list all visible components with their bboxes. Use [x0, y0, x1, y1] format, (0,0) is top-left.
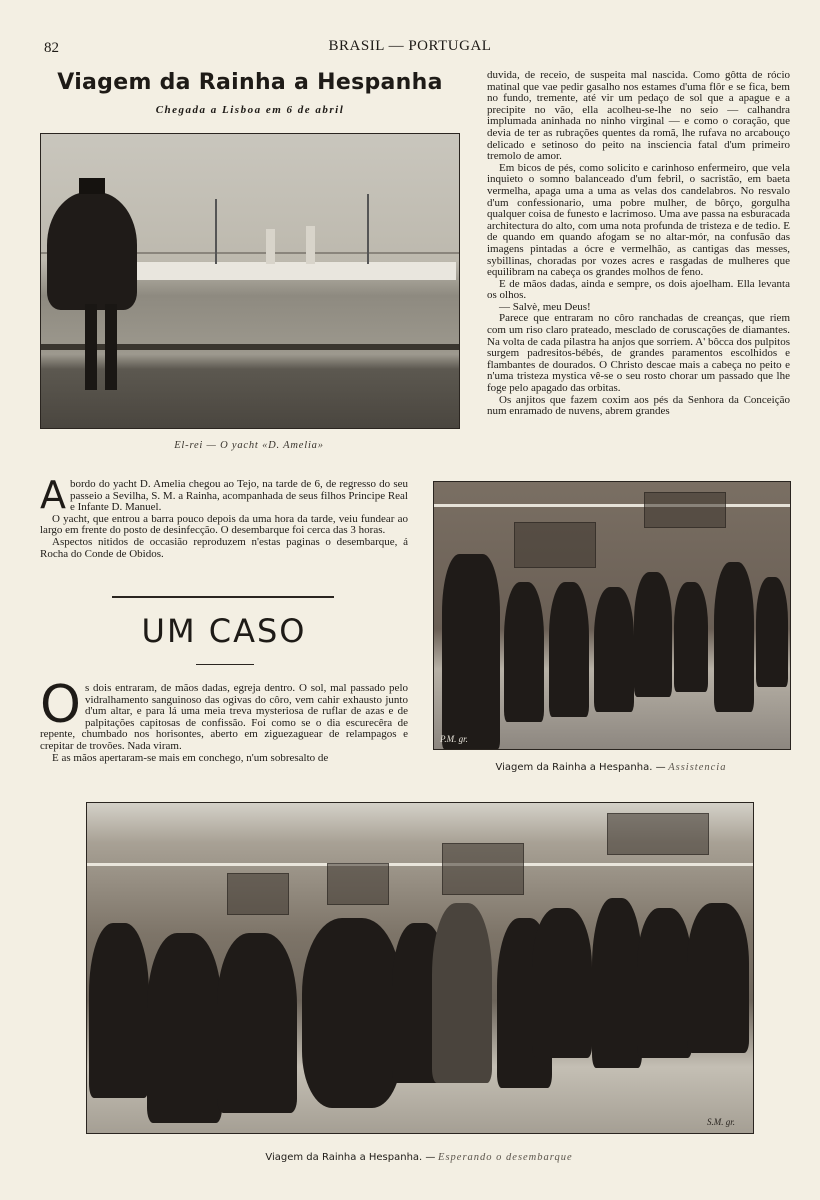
article-subtitle: Chegada a Lisboa em 6 de abril: [155, 104, 345, 116]
engraver-mark: S.M. gr.: [707, 1117, 736, 1127]
story-paragraph: s dois entraram, de mãos dadas, egreja dentro. O sol, mal passado pelo vidralhamento sanguinoso das ogivas do côro, vem cahir exhausto junto d'um altar, e para lá uma meia treva mysteriosa de ruflar de azas e de palpitações capitosas de confissão. Foi como se o dia escurecêra de repente, chumbado nos horisontes, aberto em ziguezaguear de relampagos e crepitar de trovões. Nada viram.: [40, 682, 408, 752]
article-title: Viagem da Rainha a Hespanha: [57, 70, 443, 95]
article-paragraph: Aspectos nitidos de occasião reproduzem n'estas paginas o desembarque, á Rocha do Conde de Obidos.: [40, 535, 408, 560]
story-paragraph: duvida, de receio, de suspeita mal nascida. Como gôtta de rócio matinal que vae pedir gasalho nos estames d'uma flôr e se fica, bem no fundo, tremente, até vir um pedaço de sol que a apague e a precipite no vão, ella acolheu-se-lhe no seio — calhandra implumada aninhada no ninho virginal — e como o coração, que devia de ter as rubrações quentes da romã, lhe rufava no arcabouço delicado e setinoso do peito na insciencia fatal d'um primeiro tremolo de amor.: [487, 69, 790, 163]
section-rule: [112, 596, 334, 598]
story-dropcap: O: [40, 675, 81, 735]
story-continuation-column: [487, 70, 790, 418]
page-number: 82: [44, 40, 59, 56]
photo3-caption-detail: Esperando o desembarque: [438, 1152, 573, 1163]
photo3-caption-lead: Viagem da Rainha a Hespanha. —: [265, 1152, 436, 1163]
story-paragraph: — Salvè, meu Deus!: [499, 300, 591, 313]
story-title: UM CASO: [141, 612, 307, 650]
story-paragraph: E as mãos apertaram-se mais em conchego, n'um sobresalto de: [52, 751, 329, 764]
photo-assistencia: [433, 481, 791, 750]
photo-esperando-desembarque: [86, 802, 754, 1134]
story-paragraph: Em bicos de pés, como solicito e carinhoso enfermeiro, que vela inquieto o somno balanceado d'um febril, o sacristão, em baeta vermelha, apaga uma a uma as velas dos candelabros. No resvalo d'um confessionario, uma pobre mulher, de bôrço, gorgulha qualquer coisa de funesto e lacrimoso. Uma ave passa na esburacada architectura do alto, com uma nota profunda de tristeza e de tedio. E de quando em quando afogam se no altar-mór, na confusão das imagens pintadas a ócre e vermelhão, as cantigas das messes, sybillinas, choradas por vozes acres e rasgadas de mulheres que equilibram na cabeça os grandes molhos de feno.: [487, 161, 790, 279]
running-header: BRASIL — PORTUGAL: [328, 38, 492, 54]
section-rule: [196, 664, 254, 665]
story-body: [40, 675, 408, 764]
article-dropcap: A: [40, 473, 66, 517]
photo1-caption: El-rei — O yacht «D. Amelia»: [174, 440, 324, 451]
photo2-caption-lead: Viagem da Rainha a Hespanha. —: [495, 762, 666, 773]
engraver-mark: P.M. gr.: [440, 734, 468, 744]
article-paragraph: O yacht, que entrou a barra pouco depois da uma hora da tarde, veiu fundear ao largo em frente do posto de desinfecção. O desembarque foi cerca das 3 horas.: [40, 512, 408, 537]
photo2-caption-detail: Assistencia: [668, 762, 727, 773]
photo-king-yacht: [40, 133, 460, 429]
article-paragraph: bordo do yacht D. Amelia chegou ao Tejo, na tarde de 6, de regresso do seu passeio a Sevilha, S. M. a Rainha, acompanhada de seus filhos Principe Real e Infante D. Manuel.: [70, 478, 408, 514]
photo3-caption: [86, 1152, 752, 1163]
story-paragraph: E de mãos dadas, ainda e sempre, os dois ajoelham. Ella levanta os olhos.: [487, 277, 790, 302]
article-body: [40, 473, 408, 560]
story-paragraph: Parece que entraram no côro ranchadas de creanças, que riem com um riso claro prateado, mesclado de coruscações de diamantes. Na volta de cada pilastra ha anjos que sorriem. A' bôcca dos pulpitos surgem padresitos-bébés, de grandes paramentos escolhidos e flambantes de dourados. O Christo descae mais a cabeça no peito e n'uma tristeza mystica vê-se o seu rosto chorar um passado que lhe foge pelo apagado das orbitas.: [487, 312, 790, 395]
story-paragraph: Os anjitos que fazem coxim aos pés da Senhora da Conceição num enramado de nuvens, abrem grandes: [487, 393, 790, 418]
photo2-caption: [433, 762, 789, 773]
